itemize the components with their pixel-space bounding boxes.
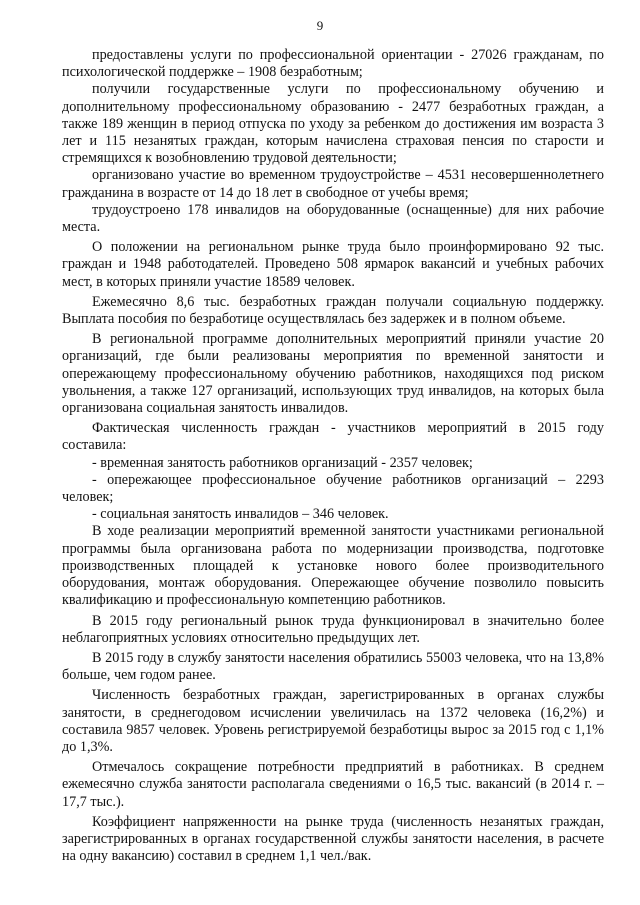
paragraph-disabled-employment: трудоустроено 178 инвалидов на оборудованные (оснащенные) для них рабочие места. <box>62 201 604 236</box>
paragraph-applications: В 2015 году в службу занятости населения обратились 55003 человека, что на 13,8% больше, чем годом ранее. <box>62 649 604 684</box>
paragraph-tension-coefficient: Коэффициент напряженности на рынке труда (численность незанятых граждан, зарегистрированных в органах государственной службы занятости населения, в расчете на одну вакансию) составил в среднем 1,1 чел./вак. <box>62 813 604 865</box>
paragraph-participants-intro: Фактическая численность граждан - участников мероприятий в 2015 году составила: <box>62 420 604 454</box>
paragraph-modernization: В ходе реализации мероприятий временной занятости участниками региональной программы была организована работа по модернизации производства, подготовке производственных площадей к установке нового более производительного оборудования, монтаж оборудования. Опережающее обучение позволило повысить квалификацию и профессиональную компетенцию работников. <box>62 523 604 609</box>
paragraph-career-guidance: предоставлены услуги по профессиональной ориентации - 27026 гражданам, по психологической поддержке – 1908 безработным; <box>62 47 604 81</box>
document-body <box>62 47 604 865</box>
paragraph-vocational-training: получили государственные услуги по профессиональному обучению и дополнительному профессиональному образованию - 2477 безработных граждан, а также 189 женщин в период отпуска по уходу за ребенком до достижения им возраста 3 лет и 115 незанятых граждан, которым начислена страховая пенсия по старости и стремящихся к возобновлению трудовой деятельности; <box>62 81 604 167</box>
paragraph-unemployed-count: Численность безработных граждан, зарегистрированных в органах службы занятости, в среднегодовом исчислении увеличилась на 1372 человека (16,2%) и составила 9857 человек. Уровень регистрируемой безработицы вырос за 2015 год с 1,1% до 1,3%. <box>62 687 604 755</box>
paragraph-market-conditions: В 2015 году региональный рынок труда функционировал в значительно более неблагоприятных условиях относительно предыдущих лет. <box>62 612 604 646</box>
list-item-advance-training: - опережающее профессиональное обучение работников организаций – 2293 человек; <box>62 471 604 506</box>
page-number: 9 <box>316 18 324 33</box>
list-item-temporary: - временная занятость работников организаций - 2357 человек; <box>92 454 473 471</box>
list-item-social-employment: - социальная занятость инвалидов – 346 человек. <box>92 506 389 523</box>
paragraph-temporary-employment: организовано участие во временном трудоустройстве – 4531 несовершеннолетнего гражданина в возрасте от 14 до 18 лет в свободное от учебы время; <box>62 167 604 201</box>
paragraph-regional-program: В региональной программе дополнительных мероприятий приняли участие 20 организаций, где были реализованы мероприятия по временной занятости и опережающему профессиональному обучению работников, находящихся под риском увольнения, а также 127 организаций, использующих труд инвалидов, на которых была организована социальная занятость инвалидов. <box>62 331 604 417</box>
paragraph-vacancy-demand: Отмечалось сокращение потребности предприятий в работниках. В среднем ежемесячно служба занятости располагала сведениями о 16,5 тыс. вакансий (в 2014 г. – 17,7 тыс.). <box>62 759 604 810</box>
paragraph-labor-market-info: О положении на региональном рынке труда было проинформировано 92 тыс. граждан и 1948 работодателей. Проведено 508 ярмарок вакансий и учебных рабочих мест, в которых приняли участие 18589 человек. <box>62 239 604 290</box>
paragraph-social-support: Ежемесячно 8,6 тыс. безработных граждан получали социальную поддержку. Выплата пособия по безработице осуществлялась без задержек и в полном объеме. <box>62 293 604 328</box>
